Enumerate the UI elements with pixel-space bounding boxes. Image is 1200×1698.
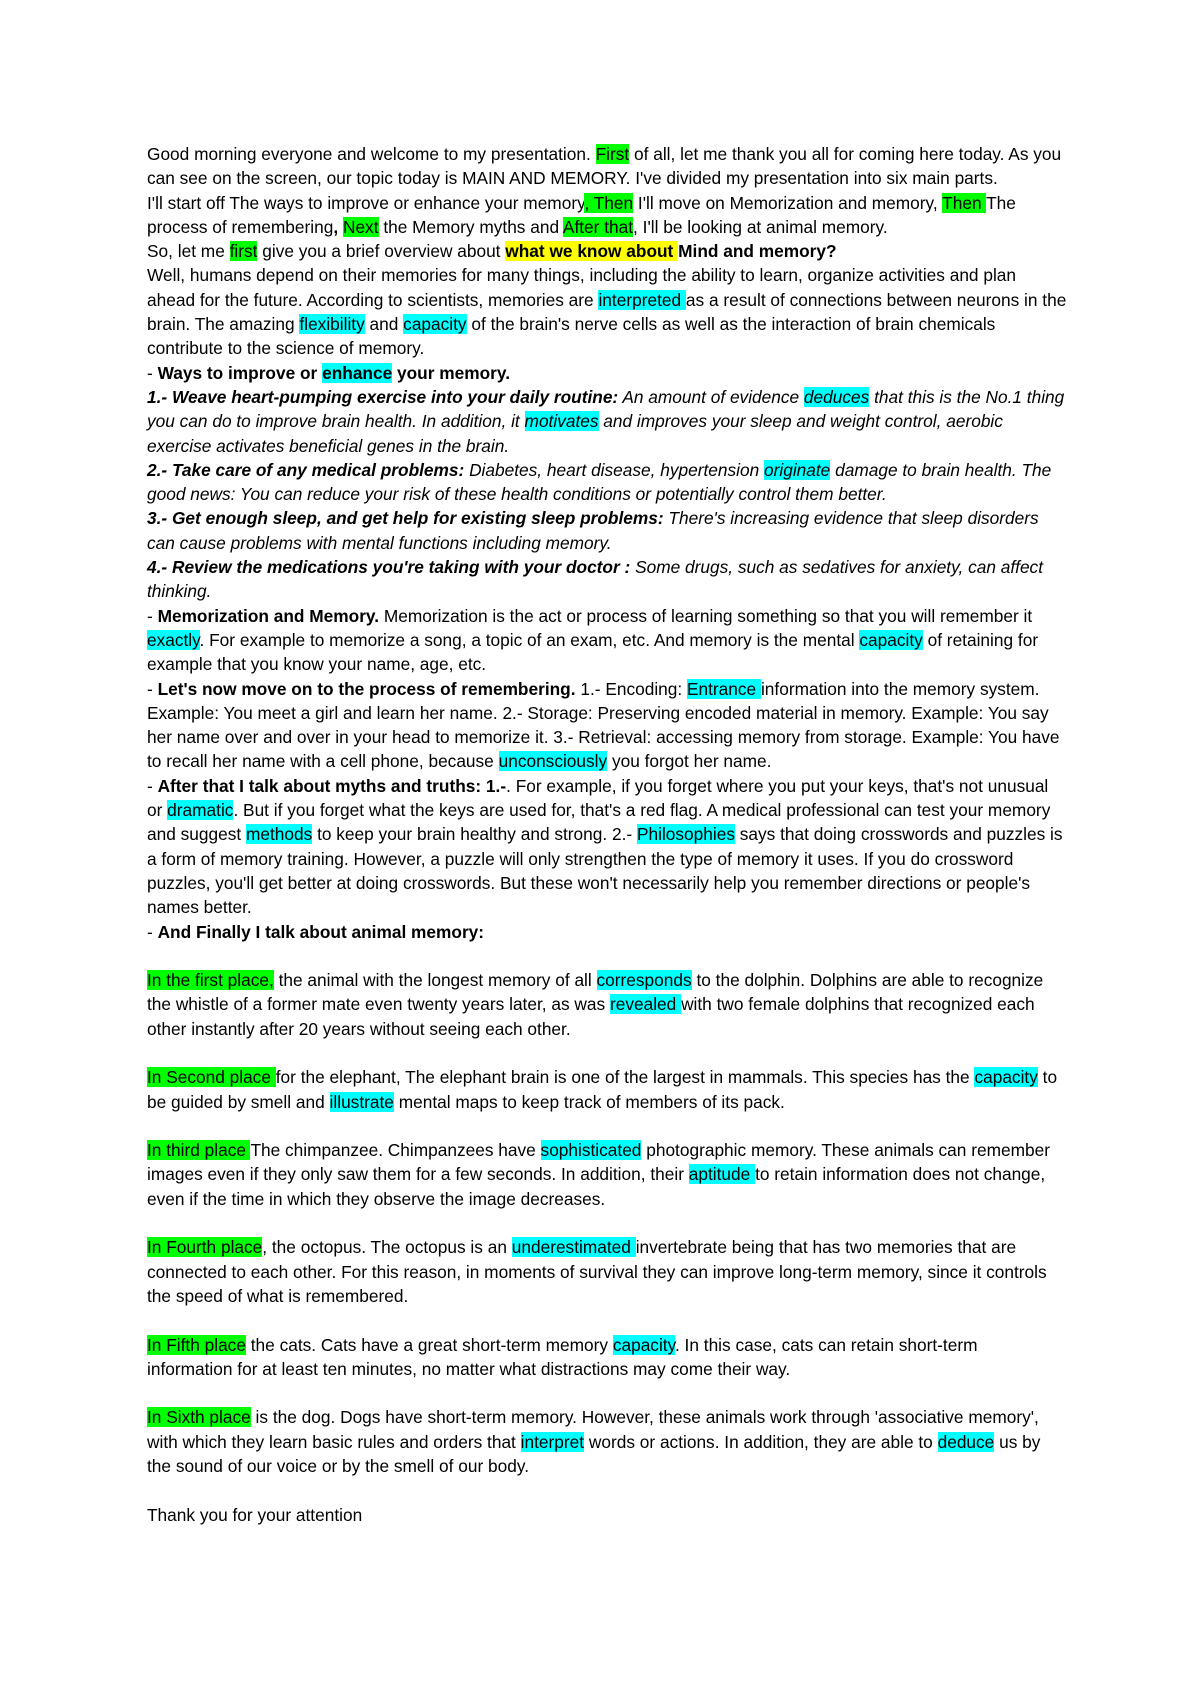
text-run: I'll start off The ways to improve or enhance your memory: [147, 192, 585, 213]
highlighted-text: In Second place: [147, 1067, 276, 1088]
text-run: , I'll be looking at animal memory.: [633, 216, 888, 237]
highlighted-text: originate: [764, 459, 831, 480]
text-run: . For example, if you forget where you put your keys, that's not unusual or: [147, 775, 1049, 821]
highlighted-text: In Sixth place: [147, 1407, 251, 1428]
text-run: says that doing crosswords and puzzles is a form of memory training. However, a puzzle will only strengthen the type of memory it uses. If you do crossword puzzles, you'll get better at doing crosswords. But these won't necessarily help you remember directions or people's names better.: [147, 824, 1063, 918]
highlighted-text: dramatic: [167, 800, 234, 821]
highlighted-text: Then: [942, 192, 987, 213]
text-run: And Finally I talk about animal memory:: [157, 921, 485, 942]
blank-line: [147, 944, 1067, 968]
highlighted-text: unconsciously: [498, 751, 608, 772]
text-run: us by the sound of our voice or by the smell of our body.: [147, 1431, 1041, 1477]
highlighted-text: In the first place,: [147, 970, 274, 991]
paragraph: [147, 361, 1067, 385]
highlighted-text: , Then: [584, 192, 634, 213]
text-run: 1.- Encoding:: [575, 678, 687, 699]
highlighted-text: methods: [245, 824, 313, 845]
paragraph: [147, 677, 1067, 774]
document-page: [147, 142, 1067, 1527]
paragraph: [147, 385, 1067, 458]
text-run: and: [364, 314, 404, 335]
blank-line: [147, 1478, 1067, 1502]
highlighted-text: exactly: [147, 629, 200, 650]
text-run: 1.- Weave heart-pumping exercise into your daily routine:: [147, 386, 619, 407]
text-run: 4.- Review the medications you're taking with your doctor :: [147, 557, 631, 578]
paragraph: [147, 142, 1067, 191]
blank-line: [147, 1308, 1067, 1332]
text-run: mental maps to keep track of members of its pack.: [393, 1091, 785, 1112]
text-run: to keep your brain healthy and strong. 2.-: [312, 824, 637, 845]
paragraph: [147, 1138, 1067, 1211]
paragraph: [147, 1503, 1067, 1527]
text-run: and improves your sleep and weight control, aerobic exercise activates beneficial genes in the brain.: [147, 411, 1003, 456]
text-run: Diabetes, heart disease, hypertension: [464, 459, 764, 480]
text-run: Thank you for your attention: [147, 1504, 363, 1525]
text-run: that this is the No.1 thing you can do to improve brain health. In addition, it: [147, 386, 1065, 432]
highlighted-text: aptitude: [688, 1164, 756, 1185]
text-run: with two female dolphins that recognized each other instantly after 20 years without seeing each other.: [147, 994, 1035, 1039]
blank-line: [147, 1211, 1067, 1235]
text-run: to retain information does not change, even if the time in which they observe the image decreases.: [147, 1164, 1046, 1209]
highlighted-text: Next: [342, 216, 379, 237]
highlighted-text: In Fourth place: [147, 1237, 263, 1258]
text-run: 3.- Get enough sleep, and get help for existing sleep problems:: [147, 508, 664, 529]
text-run: of all, let me thank you all for coming here today. As you can see on the screen, our topic today is MAIN AND MEMORY. I've divided my presentation into six main parts.: [147, 144, 1062, 189]
text-run: After that I talk about myths and truths: 1.-: [157, 775, 507, 796]
text-run: . But if you forget what the keys are used for, that's a red flag. A medical professional can test your memory and suggest: [147, 800, 1051, 845]
text-run: to be guided by smell and: [147, 1067, 1058, 1112]
text-run: you forgot her name.: [607, 751, 772, 772]
highlighted-text: capacity: [403, 314, 467, 335]
text-run: , the octopus. The octopus is an: [262, 1237, 512, 1258]
paragraph: [147, 1065, 1067, 1114]
text-run: Mind and memory?: [678, 241, 837, 262]
paragraph: [147, 458, 1067, 507]
text-run: of retaining for example that you know your name, age, etc.: [147, 629, 1039, 675]
highlighted-text: first: [229, 241, 258, 262]
highlighted-text: illustrate: [329, 1091, 394, 1112]
text-run: for the elephant, The elephant brain is one of the largest in mammals. This species has the: [275, 1067, 975, 1088]
text-run: There's increasing evidence that sleep disorders can cause problems with mental functions including memory.: [147, 508, 1039, 553]
text-run: Ways to improve or: [157, 362, 323, 383]
highlighted-text: Philosophies: [636, 824, 735, 845]
text-run: invertebrate being that has two memories that are connected to each other. For this reason, in moments of survival they can improve long-term memory, since it controls the speed of what is remembered.: [147, 1237, 1047, 1306]
text-run: information into the memory system. Example: You meet a girl and learn her name. 2.- Storage: Preserving encoded material in memory. Example: You say her name over and over in your head to memorize it. 3.- Retrieval: accessing memory from storage. Example: You have to recall her name with a cell phone, because: [147, 678, 1060, 772]
text-run: -: [147, 921, 158, 942]
text-run: -: [147, 775, 158, 796]
text-run: the cats. Cats have a great short-term memory: [245, 1334, 613, 1355]
text-run: the Memory myths and: [378, 216, 563, 237]
highlighted-text: motivates: [524, 411, 599, 432]
text-run: -: [147, 605, 158, 626]
highlighted-text: capacity: [859, 629, 923, 650]
paragraph: [147, 239, 1067, 263]
text-run: The chimpanzee. Chimpanzees have: [250, 1140, 541, 1161]
text-run: The process of remembering: [147, 192, 1016, 237]
text-run: Some drugs, such as sedatives for anxiety, can affect thinking.: [147, 557, 1043, 602]
text-run: I'll move on Memorization and memory,: [633, 192, 943, 213]
text-run: as a result of connections between neurons in the brain. The amazing: [147, 289, 1067, 335]
text-run: So, let me: [147, 241, 230, 262]
paragraph: [147, 604, 1067, 677]
text-run: Memorization is the act or process of learning something so that you will remember it: [379, 605, 1033, 626]
text-run: Let's now move on to the process of remembering.: [157, 678, 576, 699]
highlighted-text: revealed: [609, 994, 682, 1015]
paragraph: [147, 1333, 1067, 1382]
text-run: Well, humans depend on their memories for many things, including the ability to learn, organize activities and plan ahead for the future. According to scientists, memories are: [147, 265, 1017, 310]
text-run: An amount of evidence: [618, 386, 804, 407]
highlighted-text: enhance: [322, 362, 393, 383]
text-run: to the dolphin. Dolphins are able to recognize the whistle of a former mate even twenty years later, as was: [147, 970, 1044, 1015]
paragraph: [147, 1235, 1067, 1308]
blank-line: [147, 1114, 1067, 1138]
text-run: damage to brain health. The good news: You can reduce your risk of these health conditions or potentially control them better.: [147, 459, 1052, 505]
blank-line: [147, 1381, 1067, 1405]
text-run: is the dog. Dogs have short-term memory. However, these animals work through 'associative memory', with which they learn basic rules and orders that: [147, 1407, 1039, 1452]
paragraph: [147, 263, 1067, 360]
text-run: . For example to memorize a song, a topic of an exam, etc. And memory is the mental: [199, 629, 860, 650]
text-run: ,: [333, 216, 339, 237]
highlighted-text: what we know about: [505, 241, 679, 262]
highlighted-text: sophisticated: [540, 1140, 642, 1161]
highlighted-text: Entrance: [686, 678, 761, 699]
paragraph: [147, 968, 1067, 1041]
highlighted-text: After that: [562, 216, 634, 237]
highlighted-text: In Fifth place: [147, 1334, 246, 1355]
text-run: words or actions. In addition, they are able to: [584, 1431, 938, 1452]
paragraph: [147, 774, 1067, 920]
paragraph: [147, 1405, 1067, 1478]
text-run: of the brain's nerve cells as well as the interaction of brain chemicals contribute to the science of memory.: [147, 314, 996, 359]
paragraph: [147, 920, 1067, 944]
highlighted-text: underestimated: [511, 1237, 636, 1258]
blank-line: [147, 1041, 1067, 1065]
paragraph: [147, 506, 1067, 555]
text-run: . In this case, cats can retain short-term information for at least ten minutes, no matter what distractions may come their way.: [147, 1334, 978, 1379]
highlighted-text: interpret: [520, 1431, 585, 1452]
highlighted-text: deduce: [937, 1431, 995, 1452]
text-run: -: [147, 362, 158, 383]
text-run: your memory.: [392, 362, 511, 383]
highlighted-text: interpreted: [598, 289, 686, 310]
highlighted-text: First: [595, 144, 630, 164]
text-run: give you a brief overview about: [257, 241, 506, 262]
text-run: Good morning everyone and welcome to my presentation.: [147, 144, 596, 164]
highlighted-text: flexibility: [299, 314, 365, 335]
highlighted-text: In third place: [147, 1140, 251, 1161]
text-run: photographic memory. These animals can remember images even if they only saw them for a few seconds. In addition, their: [147, 1140, 1050, 1185]
highlighted-text: deduces: [803, 386, 870, 407]
text-run: the animal with the longest memory of all: [273, 970, 597, 991]
highlighted-text: capacity: [612, 1334, 675, 1355]
highlighted-text: corresponds: [596, 970, 692, 991]
highlighted-text: capacity: [974, 1067, 1038, 1088]
paragraph: [147, 191, 1067, 240]
text-run: Memorization and Memory.: [157, 605, 380, 626]
text-run: -: [147, 678, 158, 699]
text-run: 2.- Take care of any medical problems:: [147, 459, 465, 480]
paragraph: [147, 555, 1067, 604]
